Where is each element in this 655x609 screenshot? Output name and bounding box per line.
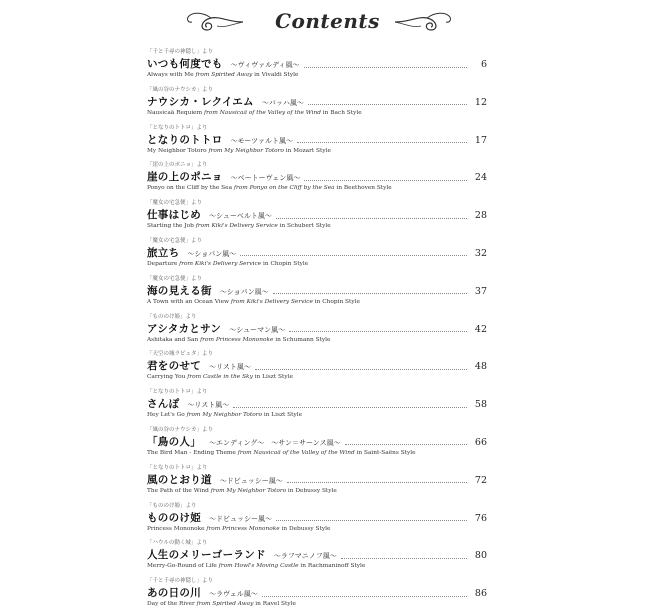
entry-title-line: [147, 56, 487, 71]
entry-english-name: Starting the Job: [147, 223, 196, 230]
entry-style-label: 〜エンディング〜 〜サン＝サーンス風〜: [209, 438, 341, 447]
entry-source-label: 「風の谷のナウシカ」より: [147, 426, 214, 433]
entry-style-label: 〜ショパン風〜: [187, 249, 237, 258]
dot-leader: [233, 400, 467, 408]
entry-english-title: [147, 184, 487, 192]
entry-japanese-title: 「鳥の人」: [147, 435, 201, 448]
toc-entry[interactable]: [147, 427, 487, 465]
entry-source-label: 「魔女の宅急便」より: [147, 275, 203, 282]
entry-english-source: from My Neighbor Totoro: [186, 412, 262, 419]
entry-english-source: from Kiki's Delivery Service: [179, 260, 262, 267]
entry-english-source: from Kiki's Delivery Service: [195, 223, 278, 230]
entry-english-style: in Bach Style: [320, 109, 362, 116]
entry-title-line: [147, 510, 487, 525]
dot-leader: [273, 286, 467, 294]
entry-english-title: [147, 525, 487, 533]
entry-page-number: 17: [474, 134, 487, 146]
entry-page-number: 58: [474, 399, 487, 411]
dot-leader: [304, 60, 467, 68]
entry-source-label: 「となりのトトロ」より: [147, 389, 208, 396]
entry-english-style: in Debussy Style: [279, 525, 331, 532]
entry-title-line: [147, 472, 487, 487]
entry-english-title: [147, 562, 487, 570]
entry-source-label: 「崖の上のポニョ」より: [147, 162, 208, 169]
entry-page-number: 6: [480, 59, 487, 70]
entry-english-name: The Path of the Wind: [147, 487, 211, 494]
entry-source-label: 「風の谷のナウシカ」より: [147, 86, 214, 93]
entry-page-number: 76: [474, 512, 487, 524]
entry-english-title: [147, 600, 487, 608]
entry-japanese-title: あの日の川: [147, 587, 201, 600]
entry-english-style: in Chopin Style: [261, 260, 309, 267]
entry-style-label: 〜ラヴェル風〜: [209, 590, 258, 599]
entry-english-source: from Castle in the Sky: [187, 374, 253, 381]
dot-leader: [276, 513, 467, 521]
entry-page-number: 86: [474, 588, 487, 600]
entry-english-style: in Mozart Style: [283, 147, 331, 154]
entry-style-label: 〜リスト風〜: [187, 401, 230, 410]
toc-entry[interactable]: [147, 578, 487, 609]
entry-style-label: 〜ドビュッシー風〜: [209, 514, 272, 523]
entry-title-line: [147, 585, 487, 600]
entry-english-style: in Liszt Style: [262, 412, 303, 419]
entry-english-name: Ashitaka and San: [147, 336, 201, 343]
entry-english-style: in Schumann Style: [273, 336, 331, 343]
entry-english-title: [147, 487, 487, 495]
entry-english-source: from My Neighbor Totoro: [208, 147, 284, 154]
dot-leader: [304, 173, 467, 181]
entry-source-label: 「魔女の宅急便」より: [147, 237, 203, 244]
entry-page-number: 32: [474, 247, 487, 259]
toc-entry[interactable]: [147, 238, 487, 276]
entry-english-style: in Chopin Style: [312, 298, 360, 305]
entry-source-label: 「もののけ姫」より: [147, 502, 197, 509]
entry-japanese-title: さんぽ: [147, 398, 180, 411]
entry-english-source: from My Neighbor Totoro: [210, 487, 287, 494]
entry-english-name: Carrying You: [147, 374, 188, 381]
entry-title-line: [147, 283, 487, 298]
entry-english-title: [147, 298, 487, 306]
entry-style-label: 〜リスト風〜: [209, 363, 251, 372]
entry-japanese-title: 風のとおり道: [147, 473, 212, 486]
entry-title-line: [147, 434, 487, 449]
entry-english-title: [147, 373, 487, 381]
entry-english-style: in Liszt Style: [252, 374, 293, 381]
entry-english-style: in Debussy Style: [286, 487, 337, 494]
dot-leader: [341, 551, 467, 559]
toc-entry[interactable]: [147, 87, 487, 125]
dot-leader: [262, 589, 467, 597]
toc-entry[interactable]: [147, 465, 487, 503]
entry-english-title: [147, 449, 487, 457]
dot-leader: [308, 97, 467, 105]
entry-page-number: 48: [474, 361, 487, 373]
entry-japanese-title: 崖の上のポニョ: [147, 171, 223, 184]
entry-english-style: in Ravel Style: [253, 601, 296, 608]
entry-english-name: My Neighbor Totoro: [147, 147, 209, 154]
entry-english-source: from Nausicaä of the Valley of the Wind: [203, 109, 321, 116]
page-title: Contents: [275, 9, 380, 33]
toc-entry[interactable]: [147, 276, 487, 314]
entry-japanese-title: もののけ姫: [147, 511, 201, 524]
dot-leader: [289, 324, 467, 332]
entry-english-style: in Rachmaninoff Style: [298, 563, 366, 570]
entry-style-label: 〜シューベルト風〜: [209, 212, 272, 221]
entry-source-label: 「もののけ姫」より: [147, 313, 197, 320]
entry-english-title: [147, 411, 487, 419]
entry-page-number: 72: [474, 474, 487, 486]
entry-english-name: Princess Mononoke: [147, 525, 207, 532]
entry-english-name: Nausicaä Requiem: [147, 109, 204, 116]
entry-style-label: 〜ヴィヴァルディ風〜: [230, 61, 300, 69]
entry-english-name: Always with Me: [147, 72, 196, 78]
entry-japanese-title: 海の見える街: [147, 284, 212, 297]
flourish-left-ornament: [185, 6, 245, 34]
entry-english-source: from Spirited Away: [196, 601, 254, 608]
toc-entry[interactable]: [147, 351, 487, 389]
dot-leader: [276, 211, 467, 219]
entry-source-label: 「ハウルの動く城」より: [147, 540, 208, 547]
entry-english-style: in Vivaldi Style: [252, 72, 299, 78]
entry-title-line: [147, 245, 487, 260]
entry-english-name: A Town with an Ocean View: [147, 298, 231, 305]
entry-title-line: [147, 358, 487, 373]
entry-english-source: from Nausicaä of the Valley of the Wind: [237, 449, 355, 456]
entry-japanese-title: いつも何度でも: [147, 58, 223, 70]
entry-japanese-title: アシタカとサン: [147, 322, 222, 335]
toc-entry[interactable]: [147, 314, 487, 352]
entry-english-title: [147, 147, 487, 155]
entry-english-title: [147, 222, 487, 230]
entry-source-label: 「魔女の宅急便」より: [147, 200, 203, 207]
entry-english-name: Day of the River: [147, 601, 197, 608]
entry-source-label: 「となりのトトロ」より: [147, 464, 208, 471]
entry-english-style: in Beethoven Style: [334, 185, 392, 192]
entry-page-number: 66: [474, 436, 487, 448]
entry-style-label: 〜ドビュッシー風〜: [219, 476, 283, 485]
entry-page-number: 28: [474, 210, 487, 222]
toc-entry[interactable]: [147, 389, 487, 427]
entry-title-line: [147, 207, 487, 222]
dot-leader: [287, 475, 467, 483]
entry-english-title: [147, 336, 487, 344]
entry-source-label: 「となりのトトロ」より: [147, 124, 208, 131]
toc-entry[interactable]: [147, 200, 487, 238]
flourish-right-ornament: [393, 6, 453, 34]
dot-leader: [345, 437, 467, 445]
entry-english-title: [147, 109, 487, 117]
entry-title-line: [147, 169, 487, 184]
entry-title-line: [147, 396, 487, 411]
entry-style-label: 〜ショパン風〜: [219, 287, 269, 296]
dot-leader: [240, 248, 467, 256]
entry-source-label: 「千と千尋の神隠し」より: [147, 49, 214, 55]
entry-english-source: from Kiki's Delivery Service: [230, 298, 313, 305]
entry-english-name: Departure: [147, 260, 180, 267]
entry-style-label: 〜モーツァルト風〜: [230, 136, 293, 145]
entry-english-source: from Princess Mononoke: [206, 525, 280, 532]
entry-english-title: [147, 71, 487, 79]
entry-english-name: Hey Let's Go: [147, 412, 187, 419]
entry-japanese-title: となりのトトロ: [147, 133, 223, 146]
entry-japanese-title: 旅立ち: [147, 246, 180, 259]
entry-title-line: [147, 547, 487, 562]
entry-english-source: from Howl's Moving Castle: [218, 563, 299, 570]
entry-japanese-title: 君をのせて: [147, 360, 201, 373]
entry-style-label: 〜ベートーヴェン風〜: [230, 174, 301, 183]
toc-entry[interactable]: [147, 540, 487, 578]
toc-entry[interactable]: [147, 162, 487, 200]
entry-english-name: The Bird Man - Ending Theme: [147, 449, 238, 456]
entry-page-number: 12: [474, 96, 487, 108]
entry-style-label: 〜ラフマニノフ風〜: [273, 552, 337, 561]
toc-entry[interactable]: [147, 125, 487, 163]
entry-source-label: 「天空の城ラピュタ」より: [147, 351, 214, 358]
entry-style-label: 〜シューマン風〜: [229, 325, 286, 334]
entry-english-name: Ponyo on the Cliff by the Sea: [147, 185, 234, 192]
entry-english-style: in Saint-Saëns Style: [354, 449, 416, 456]
entry-english-style: in Schubert Style: [277, 223, 331, 230]
entry-english-title: [147, 260, 487, 268]
entry-english-source: from Princess Mononoke: [200, 336, 274, 343]
entry-english-name: Merry-Go-Round of Life: [147, 563, 219, 570]
entry-style-label: 〜バッハ風〜: [261, 98, 304, 107]
entry-page-number: 37: [474, 285, 487, 297]
entry-japanese-title: ナウシカ・レクイエム: [147, 95, 254, 108]
dot-leader: [297, 135, 467, 143]
entry-page-number: 24: [474, 172, 487, 184]
toc-entry[interactable]: [147, 503, 487, 541]
entry-title-line: [147, 321, 487, 336]
entry-title-line: [147, 94, 487, 109]
table-of-contents: [147, 49, 487, 609]
dot-leader: [255, 362, 467, 370]
entry-page-number: 42: [474, 323, 487, 335]
entry-english-source: from Spirited Away: [195, 72, 253, 78]
entry-source-label: 「千と千尋の神隠し」より: [147, 578, 214, 585]
entry-japanese-title: 人生のメリーゴーランド: [147, 549, 266, 562]
entry-english-source: from Ponyo on the Cliff by the Sea: [233, 185, 335, 192]
entry-page-number: 80: [474, 550, 487, 562]
entry-japanese-title: 仕事はじめ: [147, 209, 201, 222]
page-header: [0, 0, 655, 44]
entry-title-line: [147, 132, 487, 147]
toc-entry[interactable]: [147, 49, 487, 87]
